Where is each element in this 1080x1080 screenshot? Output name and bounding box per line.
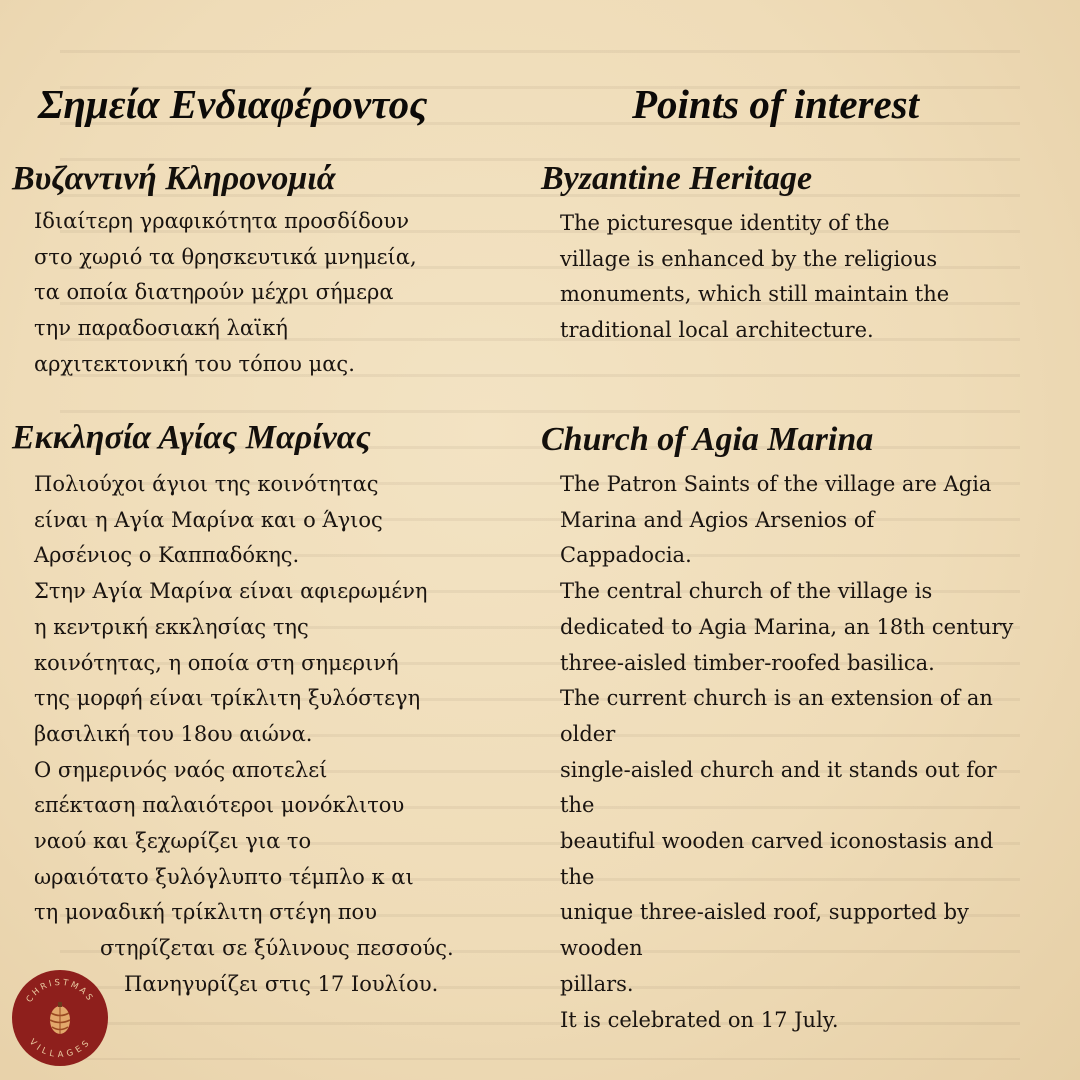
text-line: Marina and Agios Arsenios of bbox=[560, 507, 875, 532]
english-section1-title: Byzantine Heritage bbox=[541, 160, 813, 197]
text-line: Ιδιαίτερη γραφικότητα προσδίδουν bbox=[34, 209, 409, 233]
text-line: The current church is an extension of an bbox=[560, 686, 993, 711]
text-line: Cappadocia. bbox=[560, 543, 692, 568]
text-line: Αρσένιος ο Καππαδόκης. bbox=[34, 543, 300, 568]
text-line: η κεντρική εκκλησίας της bbox=[34, 614, 309, 639]
text-line: beautiful wooden carved iconostasis and bbox=[560, 829, 994, 854]
text-line: The central church of the village is bbox=[560, 579, 933, 604]
greek-section1-title: Βυζαντινή Κληρονομιά bbox=[12, 160, 336, 197]
english-section2-text bbox=[560, 467, 1013, 1038]
text-line: ωραιότατο ξυλόγλυπτο τέμπλο κ αι bbox=[34, 864, 414, 889]
greek-heading: Σημεία Ενδιαφέροντος bbox=[38, 81, 428, 127]
text-line: monuments, which still maintain the bbox=[560, 282, 950, 307]
text-line: dedicated to Agia Marina, an 18th century bbox=[560, 614, 1014, 639]
text-line: της μορφή είναι τρίκλιτη ξυλόστεγη bbox=[34, 686, 421, 711]
greek-section1-text bbox=[34, 204, 417, 383]
text-line: older bbox=[560, 721, 616, 746]
text-line: στο χωριό τα θρησκευτικά μνημεία, bbox=[34, 244, 417, 269]
text-line: traditional local architecture. bbox=[560, 318, 874, 343]
text-line: Πανηγυρίζει στις 17 Ιουλίου. bbox=[124, 971, 439, 996]
text-line: the bbox=[560, 793, 595, 818]
text-line: the bbox=[560, 864, 595, 889]
text-line: Πολιούχοι άγιοι της κοινότητας bbox=[34, 472, 379, 496]
greek-section2-title: Εκκλησία Αγίας Μαρίνας bbox=[12, 419, 371, 456]
logo-text-top: CHRISTMAS bbox=[24, 977, 96, 1005]
text-line: αρχιτεκτονική του τόπου μας. bbox=[34, 351, 355, 376]
text-line: single-aisled church and it stands out for bbox=[560, 757, 997, 782]
text-line: τα οποία διατηρούν μέχρι σήμερα bbox=[34, 280, 394, 305]
text-line: village is enhanced by the religious bbox=[560, 246, 938, 271]
text-line: three-aisled timber-roofed basilica. bbox=[560, 650, 935, 675]
text-line: The Patron Saints of the village are Agia bbox=[560, 472, 992, 496]
text-line: τη μοναδική τρίκλιτη στέγη που bbox=[34, 900, 377, 925]
english-section2-title: Church of Agia Marina bbox=[541, 421, 874, 458]
english-heading: Points of interest bbox=[632, 81, 920, 127]
text-line: ναού και ξεχωρίζει για το bbox=[34, 829, 312, 854]
text-line: The picturesque identity of the bbox=[560, 211, 890, 235]
text-line: pillars. bbox=[560, 971, 634, 996]
text-line: Ο σημερινός ναός αποτελεί bbox=[34, 757, 328, 782]
text-line: βασιλική του 18ου αιώνα. bbox=[34, 721, 313, 746]
text-line: την παραδοσιακή λαϊκή bbox=[34, 316, 288, 341]
text-line: επέκταση παλαιότεροι μονόκλιτου bbox=[34, 793, 405, 818]
text-line: Στην Αγία Μαρίνα είναι αφιερωμένη bbox=[34, 579, 428, 604]
logo-text-bottom: VILLAGES bbox=[27, 1036, 93, 1060]
greek-section2-text bbox=[34, 467, 454, 1003]
english-section1-text bbox=[560, 206, 949, 349]
text-line: κοινότητας, η οποία στη σημερινή bbox=[34, 650, 399, 675]
text-line: στηρίζεται σε ξύλινους πεσσούς. bbox=[100, 936, 454, 961]
text-line: unique three-aisled roof, supported by bbox=[560, 900, 969, 925]
christmas-villages-logo bbox=[10, 968, 110, 1068]
text-line: wooden bbox=[560, 936, 643, 961]
text-line: It is celebrated on 17 July. bbox=[560, 1007, 839, 1032]
text-line: είναι η Αγία Μαρίνα και ο Άγιος bbox=[34, 507, 383, 532]
